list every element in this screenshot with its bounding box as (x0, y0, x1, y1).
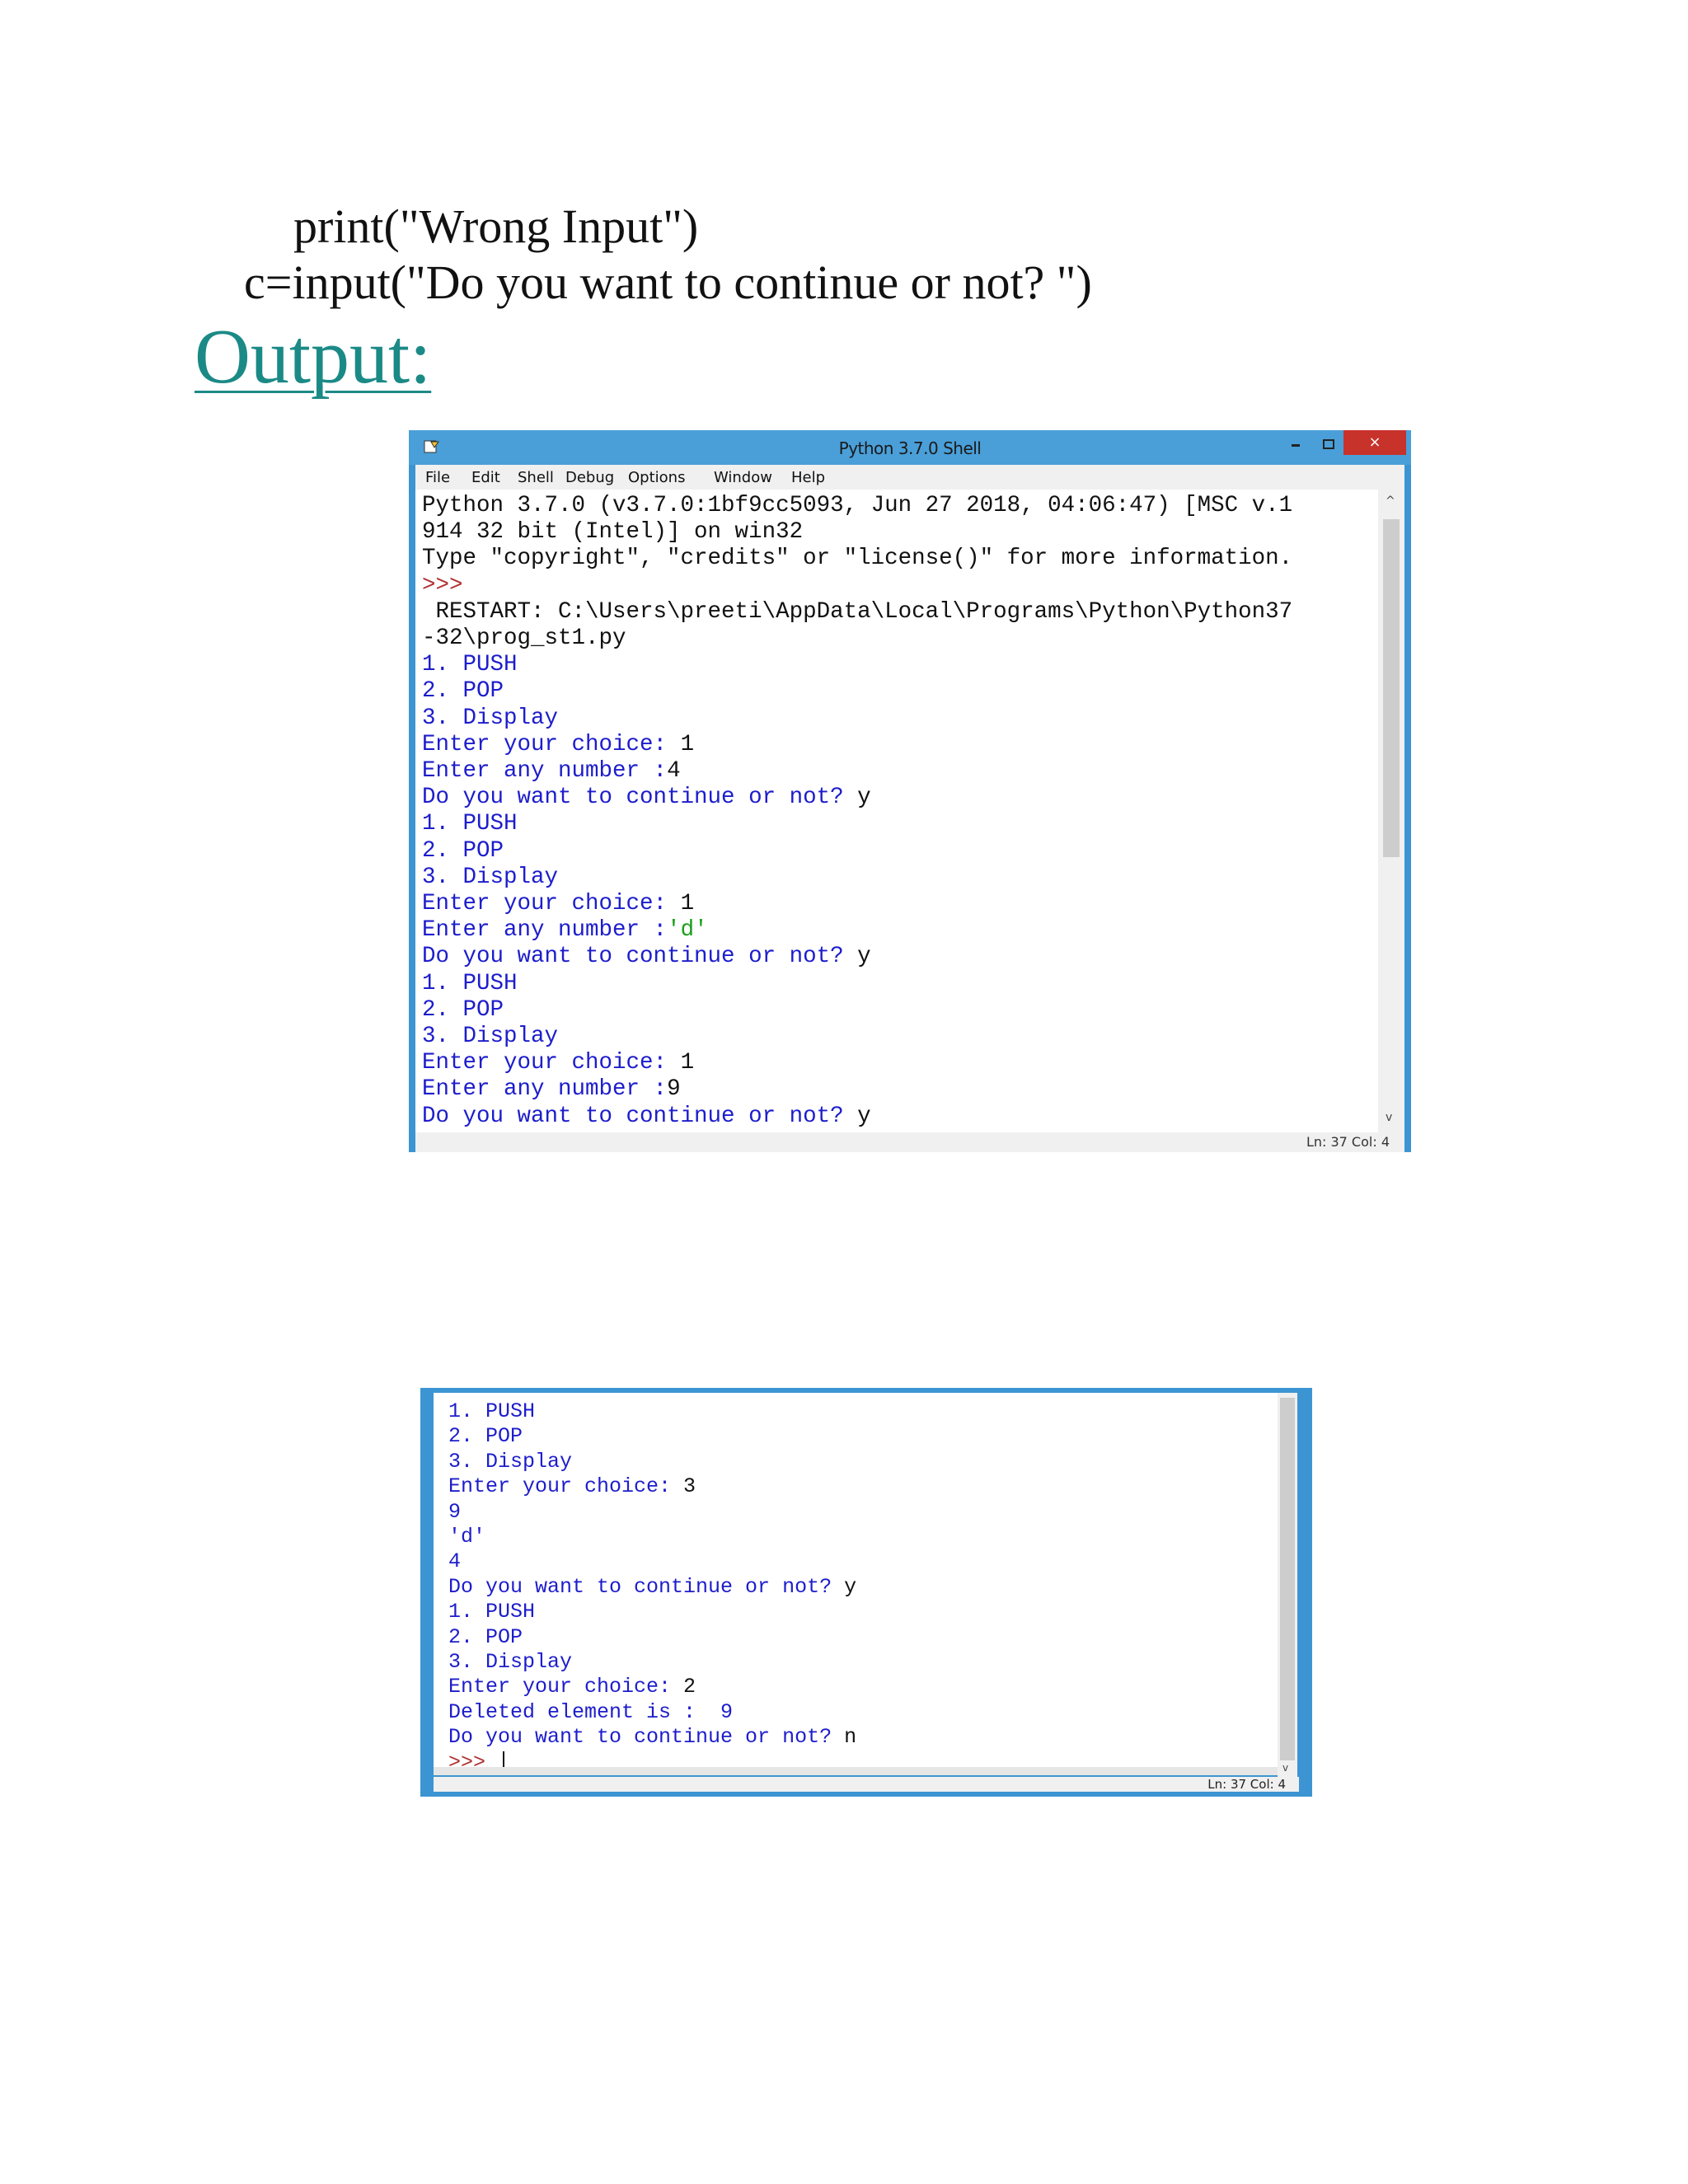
console-line (422, 891, 1292, 917)
console-line (422, 519, 1292, 546)
code-line-print-wrong-input: print("Wrong Input") (293, 199, 699, 253)
console-text: 3. Display (422, 705, 559, 731)
user-input: y (857, 785, 871, 811)
menu-edit[interactable]: Edit (471, 469, 500, 486)
user-input: 4 (667, 758, 681, 785)
user-input: 9 (667, 1076, 681, 1103)
user-input: 2 (683, 1675, 696, 1699)
user-input: 1 (680, 891, 695, 917)
console-text: Enter any number : (422, 1076, 668, 1103)
console-line (422, 785, 1292, 811)
title-bar[interactable] (409, 430, 1411, 465)
menu-bar (415, 465, 1404, 490)
console-line (448, 1675, 856, 1699)
user-input: n (844, 1725, 857, 1750)
console-line (448, 1625, 856, 1650)
console-text: Enter your choice: (448, 1675, 684, 1699)
window-title: Python 3.7.0 Shell (838, 438, 982, 458)
console-text: 1. PUSH (448, 1399, 536, 1423)
console-text: 9 (448, 1499, 462, 1524)
console-text: 1. PUSH (422, 811, 518, 837)
console-line (422, 1104, 1292, 1130)
console-line (422, 838, 1292, 865)
console-line (422, 1076, 1292, 1103)
user-input: y (857, 944, 871, 970)
console-line (422, 652, 1292, 678)
console-line (422, 493, 1292, 519)
console-text: Enter your choice: (422, 1050, 681, 1076)
vertical-scrollbar[interactable] (1278, 1393, 1297, 1777)
user-input: y (857, 1103, 871, 1129)
vertical-scrollbar[interactable] (1378, 490, 1404, 1132)
console-text: Enter your choice: (422, 731, 681, 757)
menu-window[interactable]: Window (714, 469, 772, 486)
console-line (448, 1575, 856, 1600)
console-text: -32\prog_st1.py (422, 626, 626, 652)
menu-shell[interactable]: Shell (518, 469, 554, 486)
console-line (422, 865, 1292, 891)
text-cursor (503, 1751, 504, 1767)
user-input: 1 (680, 731, 695, 757)
console-line (448, 1424, 856, 1449)
console-line (448, 1750, 856, 1767)
console-line (422, 678, 1292, 705)
menu-help[interactable]: Help (791, 469, 826, 486)
console-text: Type "copyright", "credits" or "license()" for more information. (422, 546, 1293, 572)
console-text: 2. POP (422, 837, 504, 864)
console-line (422, 573, 1292, 599)
status-bar (415, 1132, 1404, 1152)
console-line (448, 1725, 856, 1750)
console-text: 1. PUSH (422, 652, 518, 678)
console-line (422, 599, 1292, 626)
scroll-up-icon[interactable]: ^ (1386, 494, 1395, 508)
console-text: 2. POP (448, 1624, 523, 1649)
console-text: 3. Display (422, 1024, 559, 1050)
maximize-icon[interactable] (1315, 435, 1342, 455)
line-col-indicator: Ln: 37 Col: 4 (1207, 1777, 1286, 1792)
console-text: >>> (448, 1750, 499, 1767)
close-button[interactable]: × (1343, 430, 1406, 455)
code-line-input-continue: c=input("Do you want to continue or not? ") (244, 255, 1092, 309)
console-text: 914 32 bit (Intel)] on win32 (422, 519, 804, 546)
console-line (448, 1450, 856, 1474)
console-line (422, 997, 1292, 1024)
console-line (448, 1500, 856, 1525)
console-text: 4 (448, 1549, 462, 1574)
console-text: Python 3.7.0 (v3.7.0:1bf9cc5093, Jun 27 2018, 04:06:47) [MSC v.1 (422, 493, 1293, 518)
minimize-icon[interactable] (1282, 435, 1309, 455)
python-shell-window-continued (420, 1388, 1312, 1797)
console-line (422, 1024, 1292, 1050)
console-line (422, 732, 1292, 758)
menu-file[interactable]: File (425, 469, 451, 486)
console-text: 'd' (448, 1525, 486, 1549)
menu-options[interactable]: Options (628, 469, 686, 486)
console-line (422, 1050, 1292, 1076)
console-line (422, 971, 1292, 997)
console-line (448, 1650, 856, 1675)
console-text: 2. POP (422, 996, 504, 1023)
horizontal-scrollbar[interactable] (434, 1767, 1278, 1775)
line-col-indicator: Ln: 37 Col: 4 (1306, 1134, 1390, 1150)
console-text: 3. Display (422, 864, 559, 890)
console-line (448, 1549, 856, 1574)
console-line (422, 705, 1292, 732)
console-line (448, 1700, 856, 1725)
console-line (422, 626, 1292, 652)
console-text: Enter any number : (422, 917, 668, 944)
console-text: 2. POP (422, 678, 504, 705)
console-line (422, 944, 1292, 970)
scroll-down-icon[interactable]: v (1282, 1762, 1289, 1774)
user-input: 3 (683, 1474, 696, 1499)
console-text: >>> (422, 572, 463, 598)
scroll-down-icon[interactable]: v (1386, 1111, 1393, 1124)
console-line (448, 1600, 856, 1624)
console-text: RESTART: C:\Users\preeti\AppData\Local\Programs\Python\Python37 (422, 598, 1293, 625)
console-text: Enter any number : (422, 758, 668, 785)
user-input: 1 (680, 1050, 695, 1076)
console-text: 3. Display (448, 1449, 573, 1474)
console-text: 3. Display (448, 1650, 573, 1675)
console-line (422, 758, 1292, 785)
console-text: Enter your choice: (422, 891, 681, 917)
shell-text-area[interactable] (434, 1393, 1291, 1767)
menu-debug[interactable]: Debug (565, 469, 615, 486)
console-text: 1. PUSH (448, 1600, 536, 1624)
console-text: Deleted element is : 9 (448, 1699, 734, 1724)
console-line (422, 546, 1292, 572)
console-line (422, 917, 1292, 944)
scrollbar-thumb[interactable] (1383, 519, 1400, 857)
console-text: Enter your choice: (448, 1474, 684, 1499)
console-line (448, 1474, 856, 1499)
shell-output (448, 1399, 856, 1767)
console-text: Do you want to continue or not? (422, 1103, 858, 1129)
shell-text-area[interactable] (415, 490, 1378, 1132)
console-text: Do you want to continue or not? (422, 785, 858, 811)
console-line (448, 1399, 856, 1424)
shell-output (422, 493, 1292, 1130)
console-text: Do you want to continue or not? (448, 1725, 845, 1750)
python-shell-window (409, 430, 1411, 1152)
console-text: Do you want to continue or not? (448, 1574, 845, 1599)
user-input-string: 'd' (667, 917, 708, 944)
scrollbar-thumb[interactable] (1280, 1398, 1295, 1760)
console-line (448, 1525, 856, 1549)
output-heading: Output: (195, 314, 432, 400)
console-text: Do you want to continue or not? (422, 944, 858, 970)
console-line (422, 811, 1292, 837)
user-input: y (844, 1574, 857, 1599)
console-text: 1. PUSH (422, 970, 518, 996)
status-bar (434, 1777, 1299, 1792)
console-text: 2. POP (448, 1424, 523, 1449)
